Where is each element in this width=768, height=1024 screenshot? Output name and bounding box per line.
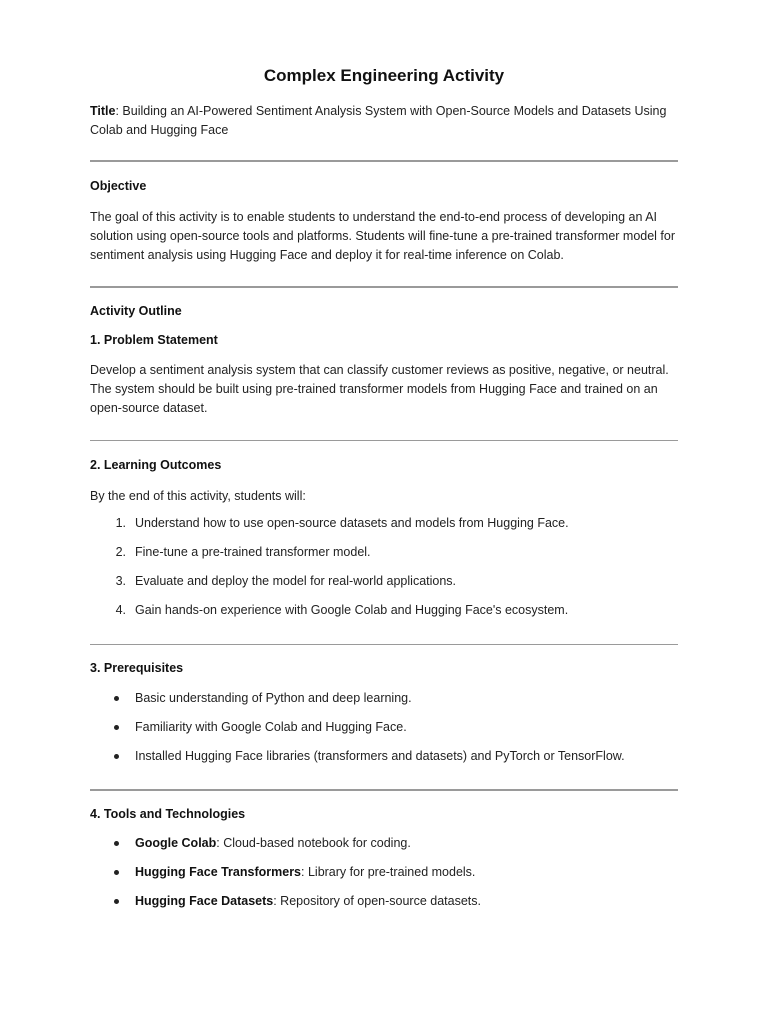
prerequisites-heading: 3. Prerequisites [90, 661, 184, 675]
tools-heading: 4. Tools and Technologies [90, 807, 246, 821]
list-item-text: Basic understanding of Python and deep learning. [135, 691, 412, 705]
learning-outcomes-heading: 2. Learning Outcomes [90, 458, 222, 472]
bullet-icon [114, 754, 119, 759]
section-divider [90, 286, 678, 288]
objective-heading: Objective [90, 179, 147, 193]
list-item-text: Evaluate and deploy the model for real-world applications. [135, 574, 457, 588]
problem-statement-heading: 1. Problem Statement [90, 333, 218, 347]
list-item-text: Fine-tune a pre-trained transformer model. [135, 545, 371, 559]
list-number: 2. [115, 545, 126, 559]
list-number: 4. [115, 603, 126, 617]
section-divider [90, 440, 678, 441]
activity-outline-heading: Activity Outline [90, 304, 182, 318]
objective-text: The goal of this activity is to enable students to understand the end-to-end process of developing an AI solution using open-source tools and platforms. Students will fine-tune a pre-trained transformer model for sentiment analysis using Hugging Face and deploy it for real-time inference on Colab. [90, 210, 676, 262]
bullet-icon [114, 870, 119, 875]
document-title: Complex Engineering Activity [263, 66, 505, 85]
learning-outcomes-intro: By the end of this activity, students will: [90, 489, 306, 503]
bullet-icon [114, 725, 119, 730]
problem-statement-text: Develop a sentiment analysis system that can classify customer reviews as positive, negative, or neutral. The system should be built using pre-trained transformer models from Hugging Face and trained on an open-source dataset. [90, 363, 669, 415]
activity-title [90, 102, 680, 140]
list-item-text: Understand how to use open-source datasets and models from Hugging Face. [135, 516, 569, 530]
section-divider [90, 789, 678, 791]
tool-description: : Cloud-based notebook for coding. [216, 836, 411, 850]
title-label: Title [90, 104, 116, 118]
list-item-text [135, 836, 411, 850]
tool-name: Hugging Face Datasets [135, 894, 274, 908]
tool-description: : Repository of open-source datasets. [273, 894, 481, 908]
list-number: 3. [115, 574, 126, 588]
tool-name: Google Colab [135, 836, 217, 850]
list-item-text: Installed Hugging Face libraries (transformers and datasets) and PyTorch or TensorFlow. [135, 749, 625, 763]
list-item-text [135, 894, 481, 908]
bullet-icon [114, 696, 119, 701]
tool-description: : Library for pre-trained models. [301, 865, 476, 879]
list-item-text: Familiarity with Google Colab and Hugging Face. [135, 720, 407, 734]
list-item-text: Gain hands-on experience with Google Colab and Hugging Face's ecosystem. [135, 603, 569, 617]
list-number: 1. [115, 516, 126, 530]
bullet-icon [114, 841, 119, 846]
tool-name: Hugging Face Transformers [135, 865, 302, 879]
section-divider [90, 644, 678, 645]
title-text: : Building an AI-Powered Sentiment Analysis System with Open-Source Models and Datasets Using Colab and Hugging Face [90, 104, 667, 137]
section-divider [90, 160, 678, 162]
list-item-text [135, 865, 475, 879]
bullet-icon [114, 899, 119, 904]
